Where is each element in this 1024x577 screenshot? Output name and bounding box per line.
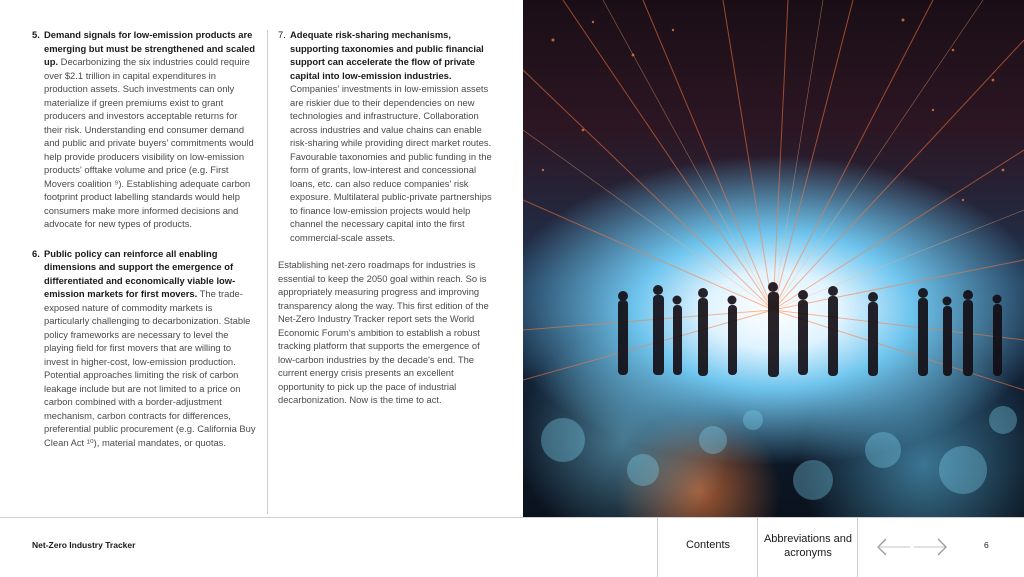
hero-photo-crowd-light	[523, 0, 1024, 517]
list-item	[32, 247, 256, 450]
item-text: The trade-exposed nature of commodity markets is particularly challenging to decarbonization. Stable policy frameworks are necessary to level the playing field for first movers that are willing to invest in higher-cost, low-emission production. Potential approaches limiting the risk of carbon leakage include but are not limited to a price on carbon combined with a border-adjustment mechanism, carbon contracts for differences, preferential public procurement (e.g. California Buy Clean Act ¹⁰), material mandates, or quotas.	[44, 288, 256, 448]
item-lead: Demand signals for low-emission products are emerging but must be strengthened and scaled up.	[44, 29, 255, 67]
text-page	[0, 0, 523, 517]
item-body	[290, 28, 498, 244]
list-item	[278, 28, 498, 244]
item-lead: Adequate risk-sharing mechanisms, supporting taxonomies and public financial support can accelerate the flow of private capital into low-emission industries.	[290, 29, 484, 81]
closing-paragraph: Establishing net-zero roadmaps for industries is essential to keep the 2050 goal within reach. So is appropriately measuring progress and improving transparency along the way. This first edition of the Net-Zero Industry Tracker report sets the World Economic Forum's ambition to establish a robust tracking platform that supports the emergence of low-carbon industries by the decade's end. The current energy crisis presents an excellent opportunity to pick up the pace of industrial decarbonization. Now is the time to act.	[278, 259, 489, 405]
item-text: Companies' investments in low-emission assets are riskier due to their dependencies on new technologies and infrastructure. Collaboration across industries and value chains can enable risk-sharing while providing direct market routes. Favourable taxonomies and public funding in the form of grants, low-interest and concessional loans, etc. can also reduce companies' risk exposure. Multilateral public-private partnerships to finance low-emission projects would help channel the necessary capital into the first commercial-scale assets.	[290, 83, 492, 243]
item-body	[44, 247, 256, 450]
item-body	[44, 28, 256, 231]
column-divider	[267, 30, 268, 514]
item-number: 5.	[32, 29, 40, 40]
item-number: 6.	[32, 247, 40, 259]
left-column	[32, 28, 256, 449]
chevron-left-icon[interactable]	[874, 534, 912, 560]
footer-divider	[857, 518, 858, 577]
footer-divider	[757, 518, 758, 577]
light-rays-graphic	[523, 0, 1024, 517]
footer-divider	[657, 518, 658, 577]
list-item	[32, 28, 256, 231]
page-number: 6	[984, 540, 989, 550]
report-title: Net-Zero Industry Tracker	[32, 540, 136, 550]
chevron-right-icon[interactable]	[912, 534, 950, 560]
abbreviations-link[interactable]: Abbreviations and acronyms	[763, 533, 853, 559]
contents-link[interactable]: Contents	[685, 539, 731, 551]
right-column	[278, 28, 498, 407]
item-lead: Public policy can reinforce all enabling dimensions and support the emergence of differentiated and economically viable low-emission markets for first movers.	[44, 247, 236, 299]
item-number: 7.	[278, 29, 286, 40]
item-text: Decarbonizing the six industries could require over $2.1 trillion in capital expenditures in production assets. Such investments can only materialize if green premiums exist to grant producers and investors acceptable returns for their risk. Understanding end consumer demand and public and private buyers' commitments would help provide producers visibility on low-emission products' offtake volume and price (e.g. First Movers coalition ⁹). Establishing adequate carbon footprint product labelling standards would help consumers make more informed decisions and advocate for new types of products.	[44, 56, 254, 229]
page-footer	[0, 517, 1024, 577]
page-navigation	[874, 534, 950, 560]
